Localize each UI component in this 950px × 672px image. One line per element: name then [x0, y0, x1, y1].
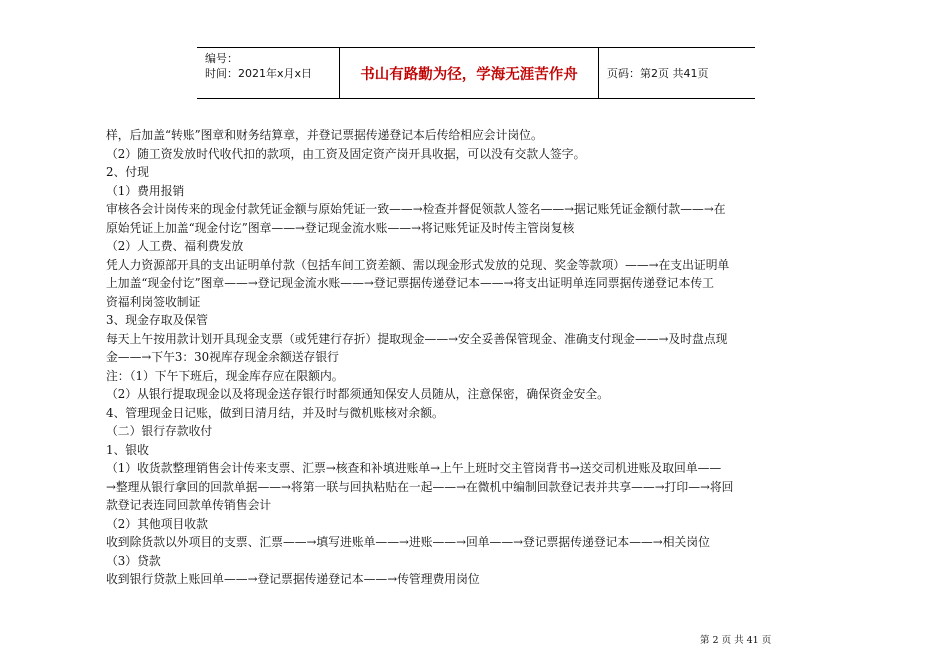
section-heading: 2、付现 — [106, 165, 149, 179]
page-footer: 第 2 页 共 41 页 — [700, 635, 772, 646]
body-line: 收到除货款以外项目的支票、汇票——→填写进账单——→进账——→回单——→登记票据传递登记本——→相关岗位 — [106, 535, 710, 549]
body-line: 凭人力资源部开具的支出证明单付款（包括车间工资差额、需以现金形式发放的兑现、奖金等款项）——→在支出证明单 — [106, 257, 730, 272]
subsection-heading: （3）贷款 — [106, 553, 161, 568]
body-line: 样，后加盖“转账”图章和财务结算章，并登记票据传递登记本后传给相应会计岗位。 — [106, 128, 543, 142]
header-motto: 书山有路勤为径，学海无涯苦作舟 — [340, 48, 599, 98]
header-meta — [197, 48, 340, 98]
time-label: 时间：2021年x月x日 — [205, 67, 313, 80]
subsection-heading: （2）其他项目收款 — [106, 516, 208, 531]
body-line: 资福利岗签收制证 — [106, 294, 201, 309]
body-line: 审核各会计岗传来的现金付款凭证金额与原始凭证一致——→检查并督促领款人签名——→据记账凭证金额付款——→在 — [106, 202, 726, 216]
body-line: 每天上午按用款计划开具现金支票（或凭建行存折）提取现金——→安全妥善保管现金、准确支付现金——→及时盘点现 — [106, 331, 728, 346]
body-line: 上加盖“现金付讫”图章——→登记现金流水账——→登记票据传递登记本——→将支出证明单连同票据传递登记本传工 — [106, 276, 714, 290]
subsection-heading: （1）费用报销 — [106, 183, 185, 198]
body-line: →整理从银行拿回的回款单据——→将第一联与回执粘贴在一起——→在微机中编制回款登记表并共享——→打印—→将回 — [106, 479, 734, 494]
note-line: （2）从银行提取现金以及将现金送存银行时都须通知保安人员随从，注意保密，确保资金安全。 — [106, 387, 609, 401]
section-heading: 4、管理现金日记账，做到日清月结，并及时与微机账核对余额。 — [106, 405, 444, 420]
body-line: 原始凭证上加盖“现金付讫”图章——→登记现金流水账——→将记账凭证及时传主管岗复核 — [106, 220, 575, 235]
body-line: （2）随工资发放时代收代扣的款项，由工资及固定资产岗开具收据，可以没有交款人签字。 — [106, 146, 586, 161]
body-line: 金——→下午3：30视库存现金余额送存银行 — [106, 350, 339, 364]
section-heading: （二）银行存款收付 — [106, 424, 213, 438]
page-header — [197, 47, 755, 99]
body-line: （1）收货款整理销售会计传来支票、汇票→核查和补填进账单→上午上班时交主管岗背书→送交司机进账及取回单—— — [106, 461, 722, 475]
document-body — [106, 126, 826, 589]
number-label: 编号： — [205, 52, 238, 65]
note-line: 注：（1）下午下班后，现金库存应在限额内。 — [106, 368, 344, 383]
section-heading: 1、银收 — [106, 442, 149, 457]
subsection-heading: （2）人工费、福利费发放 — [106, 239, 244, 253]
section-heading: 3、现金存取及保管 — [106, 313, 208, 327]
page-number-label: 页码：第2页 共41页 — [607, 67, 709, 80]
body-line: 款登记表连同回款单传销售会计 — [106, 498, 272, 512]
body-line: 收到银行贷款上账回单——→登记票据传递登记本——→传管理费用岗位 — [106, 572, 480, 586]
